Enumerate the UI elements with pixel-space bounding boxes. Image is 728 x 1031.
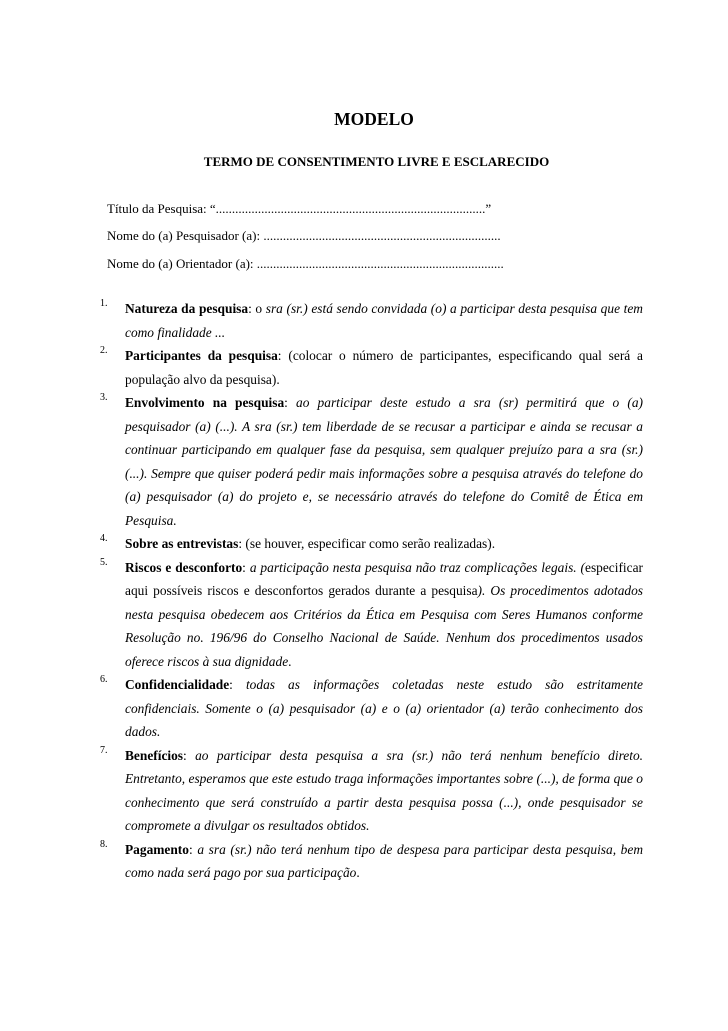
item-body: ao participar desta pesquisa a sra (sr.) não terá nenhum benefício direto. Entretanto, esperamos que este estudo traga informações importantes sobre (...), de forma que o conhecimento que será construído a partir desta pesquisa possa (...), onde pesquisador se compromete a divulgar os resultados obtidos.: [125, 747, 643, 833]
item-label: Sobre as entrevistas: [125, 536, 239, 551]
consent-items-list: [100, 297, 644, 885]
item-separator: :: [238, 536, 246, 551]
document-title: MODELO: [334, 109, 414, 129]
item-separator: :: [277, 348, 289, 363]
item-label: Envolvimento na pesquisa: [125, 395, 285, 410]
item-number: 7.: [100, 744, 108, 756]
list-item: [100, 838, 643, 885]
research-title-field: Título da Pesquisa: “...................................................................................”: [107, 201, 492, 216]
list-item: [100, 556, 643, 674]
list-item: [100, 297, 643, 344]
item-number: 6.: [100, 674, 108, 685]
document-subtitle: TERMO DE CONSENTIMENTO LIVRE E ESCLARECIDO: [203, 154, 550, 169]
item-label: Benefícios: [125, 747, 184, 763]
item-number: 8.: [100, 838, 108, 850]
item-body-continued: ). Os procedimentos adotados nesta pesquisa obedecem aos Critérios da Ética em Pesquisa com Seres Humanos conforme Resolução no. 196/96 do Conselho Nacional de Saúde. Nenhum dos procedimentos usados oferece riscos à sua dignidade: [125, 583, 643, 669]
list-item: [100, 744, 643, 838]
item-number: 1.: [100, 298, 108, 309]
item-label: Pagamento: [125, 841, 189, 857]
item-period: .: [288, 653, 292, 669]
item-number: 2.: [100, 345, 108, 356]
item-number: 3.: [100, 392, 108, 403]
item-body-note: especificar aqui possíveis riscos e desconfortos gerados durante a pesquisa: [125, 559, 643, 598]
item-label: Participantes da pesquisa: [125, 348, 278, 363]
researcher-name-field: Nome do (a) Pesquisador (a): .........................................................................: [107, 228, 501, 243]
item-body: a participação nesta pesquisa não traz complicações legais. (: [249, 559, 586, 575]
advisor-name-field: Nome do (a) Orientador (a): ............................................................................: [107, 256, 504, 271]
item-label: Riscos e desconforto: [125, 559, 243, 575]
item-number: 5.: [100, 556, 108, 568]
list-item: [100, 391, 643, 532]
item-body: (se houver, especificar como serão realizadas).: [245, 536, 496, 551]
item-body: sra (sr.) está sendo convidada (o) a participar desta pesquisa que tem como finalidade ...: [125, 301, 643, 340]
item-separator: :: [284, 395, 297, 410]
item-separator: :: [188, 841, 198, 857]
list-item: [100, 344, 644, 391]
list-item: [100, 673, 643, 744]
item-separator: :: [229, 677, 246, 692]
item-number: 4.: [100, 533, 108, 544]
list-item: [100, 532, 643, 556]
item-separator: :: [183, 747, 196, 763]
item-body: ao participar deste estudo a sra (sr) permitirá que o (a) pesquisador (a) (...). A sra (sr.) tem liberdade de se recusar a participar e ainda se recusar a continuar participando em qualquer fase da pesquisa, sem qualquer prejuízo para a sra (sr.) (...). Sempre que quiser poderá pedir mais informações sobre a pesquisa através do telefone do (a) pesquisador (a) do projeto e, se necessário através do telefone do Comitê de Ética em Pesquisa.: [125, 395, 643, 528]
item-period: .: [356, 865, 360, 880]
item-separator: : o: [248, 301, 266, 316]
item-body: (colocar o número de participantes, especificando qual será a população alvo da pesquisa).: [125, 348, 644, 387]
item-body: todas as informações coletadas neste estudo são estritamente confidenciais. Somente o (a) pesquisador (a) e o (a) orientador (a) terão conhecimento dos dados.: [125, 677, 643, 739]
item-separator: :: [242, 559, 250, 575]
item-label: Natureza da pesquisa: [125, 301, 249, 316]
item-body: a sra (sr.) não terá nenhum tipo de despesa para participar desta pesquisa, bem como nada será pago por sua participação: [125, 841, 643, 880]
item-label: Confidencialidade: [125, 677, 230, 692]
